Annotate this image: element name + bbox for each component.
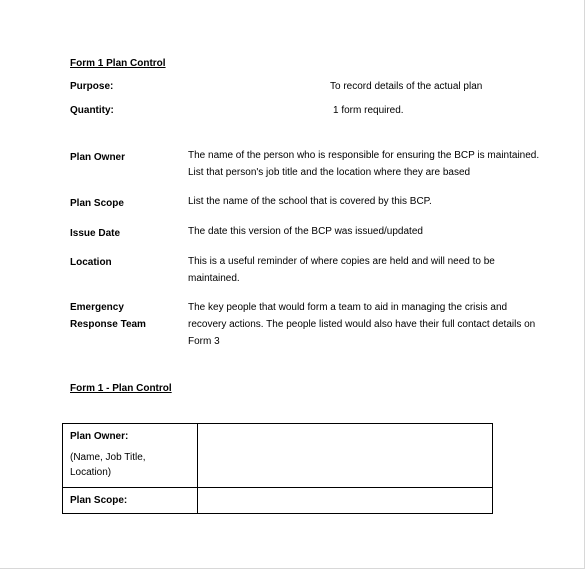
field-label-line: Emergency: [70, 302, 124, 313]
field-desc-plan-owner: [188, 147, 540, 181]
field-label-line: Response Team: [70, 319, 146, 330]
quantity-label: Quantity:: [70, 105, 114, 116]
form1-table-heading: Form 1 - Plan Control: [70, 383, 172, 394]
field-label-issue-date: [70, 225, 120, 242]
plan-owner-label: Plan Owner:: [70, 431, 129, 442]
sublabel-line: Location): [70, 467, 112, 478]
field-desc-line: Form 3: [188, 336, 220, 347]
plan-owner-value: [198, 424, 492, 433]
form1-heading: Form 1 Plan Control: [70, 58, 166, 69]
field-desc-line: The name of the person who is responsible for ensuring the BCP is maintained.: [188, 150, 540, 161]
plan-scope-value-cell[interactable]: [198, 488, 493, 514]
plan-control-table: [62, 423, 493, 514]
field-desc-line: List the name of the school that is covered by this BCP.: [188, 196, 432, 207]
field-label-line: Plan Scope: [70, 198, 124, 209]
field-desc-location: [188, 253, 528, 287]
table-row-plan-scope: [63, 488, 493, 514]
table-cell-label: [63, 488, 198, 514]
field-label-line: Location: [70, 257, 112, 268]
field-label-location: [70, 254, 112, 271]
purpose-label: Purpose:: [70, 81, 114, 92]
table-row-plan-owner: [63, 424, 493, 488]
quantity-value: 1 form required.: [333, 105, 404, 116]
field-label-line: Plan Owner: [70, 152, 126, 163]
field-desc-issue-date: [188, 223, 528, 240]
plan-scope-value: [198, 488, 492, 497]
field-desc-line: The key people that would form a team to aid in managing the crisis and: [188, 302, 508, 313]
field-desc-line: List that person's job title and the location where they are based: [188, 167, 471, 178]
plan-owner-value-cell[interactable]: [198, 424, 493, 488]
field-desc-line: maintained.: [188, 273, 240, 284]
table-cell-label: [63, 424, 198, 488]
field-label-plan-owner: [70, 149, 125, 166]
field-desc-emergency-response-team: [188, 299, 536, 350]
plan-scope-label: Plan Scope:: [70, 495, 128, 506]
field-desc-line: The date this version of the BCP was issued/updated: [188, 226, 423, 237]
field-desc-line: recovery actions. The people listed would also have their full contact details on: [188, 319, 536, 330]
field-label-plan-scope: [70, 195, 124, 212]
field-desc-plan-scope: [188, 193, 528, 210]
field-label-emergency-response-team: [70, 299, 146, 333]
field-desc-line: This is a useful reminder of where copies are held and will need to be: [188, 256, 495, 267]
plan-owner-sublabel: [70, 450, 197, 480]
sublabel-line: (Name, Job Title,: [70, 452, 146, 463]
field-label-line: Issue Date: [70, 228, 121, 239]
purpose-value: To record details of the actual plan: [330, 81, 483, 92]
